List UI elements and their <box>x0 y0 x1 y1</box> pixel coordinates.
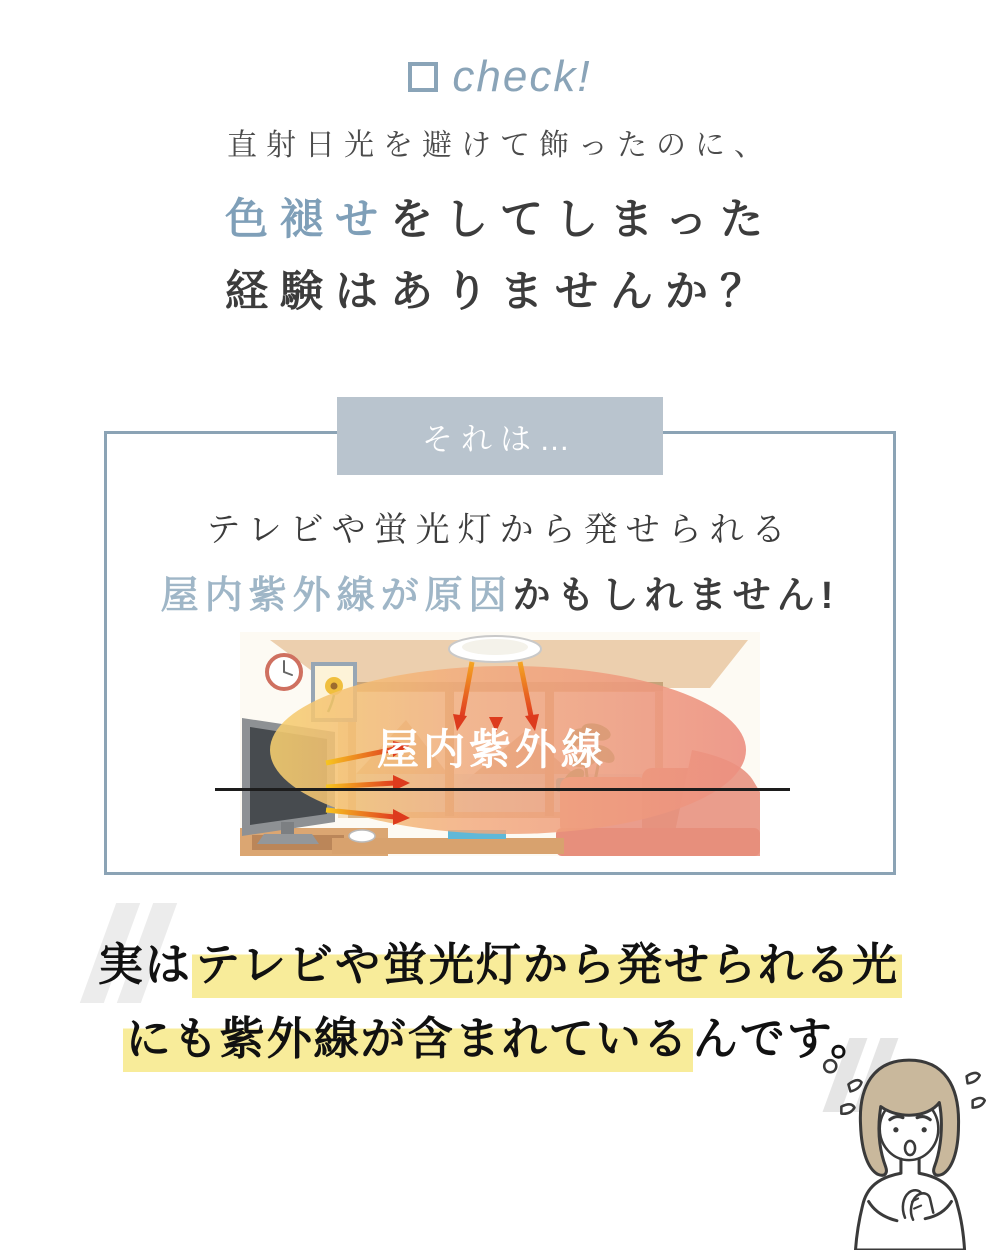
cause-line-2 <box>0 564 1000 619</box>
surprise-circle-icon <box>824 1060 836 1072</box>
uv-label: 屋内紫外線 <box>376 726 608 773</box>
cause-line-2-rest: かもしれません! <box>512 575 840 617</box>
sweat-drops-right <box>967 1073 985 1108</box>
worried-woman-illustration <box>816 1048 998 1250</box>
left-eye <box>893 1127 898 1132</box>
living-room-illustration <box>240 632 760 856</box>
ceiling-light-icon <box>449 636 541 662</box>
quote-line-1-plain: 実は <box>97 939 192 990</box>
checkbox-icon <box>408 62 438 92</box>
quote-line-1 <box>0 928 1000 993</box>
intro-line-1: 直射日光を避けて飾ったのに、 <box>227 129 773 162</box>
intro-line-2-rest: をしてしまった <box>390 196 775 244</box>
quote-line-2-plain: んです。 <box>692 1013 878 1064</box>
intro-accent-text: 色褪せ <box>225 196 390 244</box>
quote-line-2-highlight: にも紫外線が含まれている <box>123 1013 693 1072</box>
cause-box-label: それは… <box>337 397 663 475</box>
check-header <box>0 52 1000 102</box>
wall-clock-icon <box>267 655 301 689</box>
sweat-drops-left <box>841 1080 861 1114</box>
cause-line-1: テレビや蛍光灯から発せられる <box>206 511 794 549</box>
cause-accent-text: 屋内紫外線が原因 <box>160 575 513 617</box>
right-eye <box>922 1127 927 1132</box>
mouth <box>905 1141 915 1155</box>
check-label: check! <box>452 52 592 101</box>
quote-line-1-highlight: テレビや蛍光灯から発せられる光 <box>192 939 902 998</box>
intro-line-3: 経験はありませんか？ <box>225 268 775 316</box>
intro-line-2 <box>0 186 1000 247</box>
horizontal-line <box>215 788 790 791</box>
